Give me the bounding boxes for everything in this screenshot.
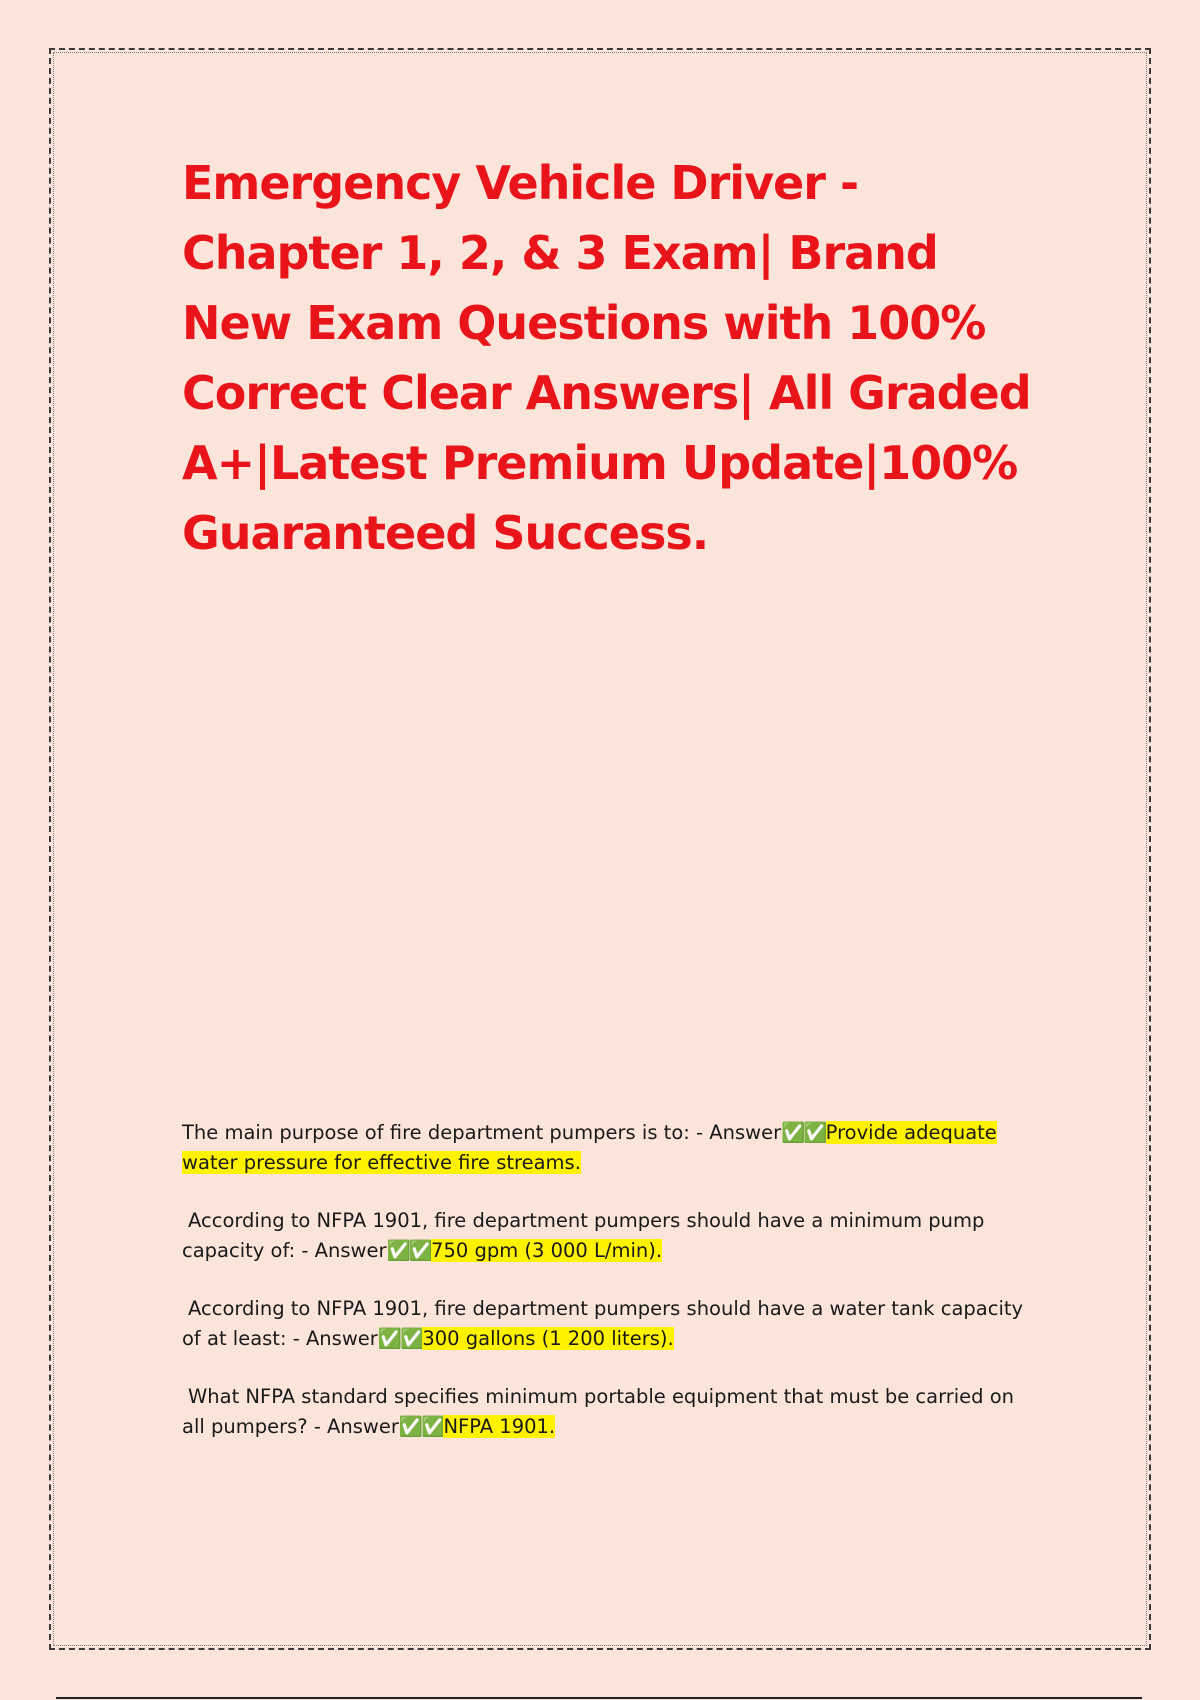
footer-rule — [56, 1697, 1142, 1699]
qa-item-1 — [182, 1118, 1032, 1178]
answer-text: Provide adequate water pressure for effective fire streams. — [182, 1121, 997, 1174]
check-marks-icon: ✅✅ — [398, 1415, 444, 1438]
answer-prefix: - Answer — [286, 1327, 378, 1350]
question-text: According to NFPA 1901, fire department pumpers should have a minimum pump capacity of: — [182, 1209, 985, 1262]
question-text: The main purpose of fire department pumpers is to: — [182, 1121, 690, 1144]
answer-text: NFPA 1901. — [443, 1415, 556, 1438]
document-title: Emergency Vehicle Driver - Chapter 1, 2, & 3 Exam| Brand New Exam Questions with 100% Correct Clear Answers| All Graded A+|Latest Premium Update|100% Guaranteed Success. — [182, 156, 1031, 560]
answer-text: 750 gpm (3 000 L/min). — [431, 1239, 663, 1262]
qa-item-4 — [182, 1382, 1032, 1442]
question-text: What NFPA standard specifies minimum portable equipment that must be carried on all pumpers? — [182, 1385, 1015, 1438]
answer-prefix: - Answer — [295, 1239, 387, 1262]
question-text: According to NFPA 1901, fire department pumpers should have a water tank capacity of at least: — [182, 1297, 1024, 1350]
check-marks-icon: ✅✅ — [377, 1327, 423, 1350]
qa-item-3 — [182, 1294, 1032, 1354]
answer-prefix: - Answer — [307, 1415, 399, 1438]
answer-prefix: - Answer — [689, 1121, 782, 1144]
qa-item-2 — [182, 1206, 1032, 1266]
check-marks-icon: ✅✅ — [781, 1121, 826, 1144]
qa-list — [182, 1118, 1032, 1470]
check-marks-icon: ✅✅ — [386, 1239, 432, 1262]
answer-text: 300 gallons (1 200 liters). — [422, 1327, 674, 1350]
